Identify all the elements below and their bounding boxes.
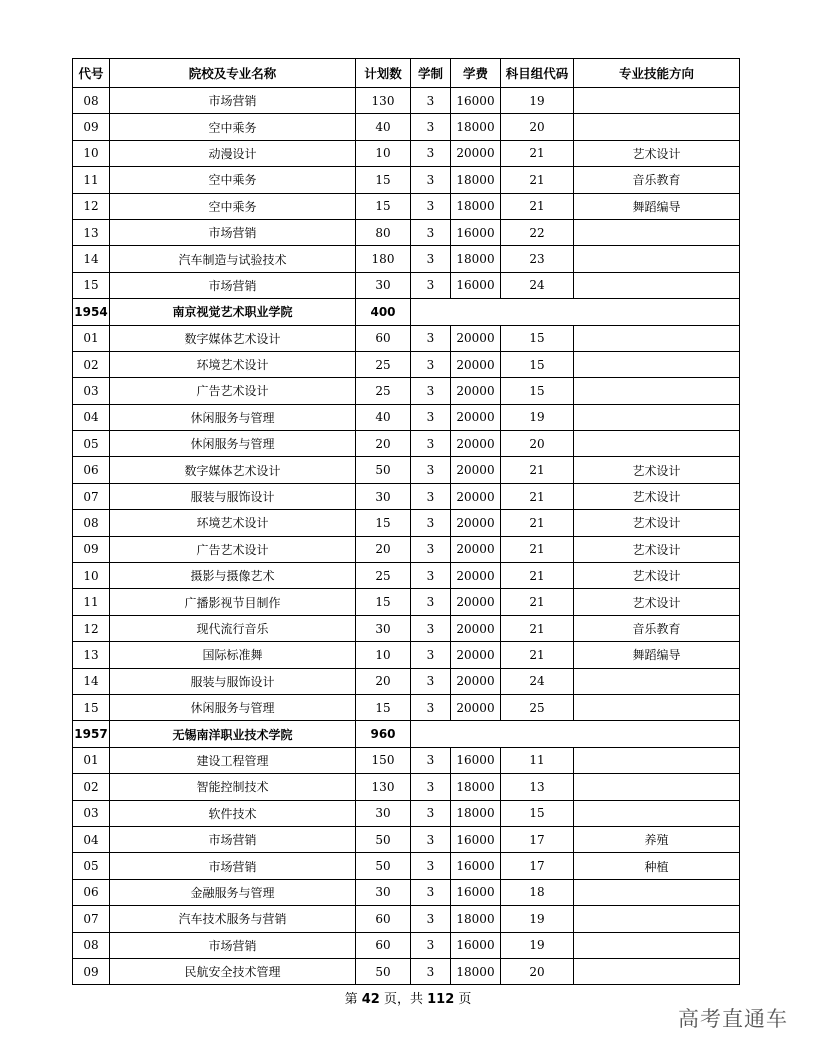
program-code: 13 (73, 642, 110, 668)
program-row (73, 932, 740, 958)
program-name: 环境艺术设计 (110, 510, 356, 536)
program-fee: 18000 (451, 958, 501, 984)
college-plan-total: 400 (356, 299, 411, 325)
program-subject-code: 22 (501, 219, 574, 245)
program-subject-code: 15 (501, 351, 574, 377)
program-skill-direction (574, 431, 740, 457)
program-skill-direction: 艺术设计 (574, 457, 740, 483)
program-code: 07 (73, 906, 110, 932)
program-years: 3 (411, 642, 451, 668)
program-skill-direction: 养殖 (574, 826, 740, 852)
program-fee: 16000 (451, 747, 501, 773)
program-fee: 20000 (451, 378, 501, 404)
program-code: 01 (73, 325, 110, 351)
program-fee: 20000 (451, 536, 501, 562)
program-skill-direction (574, 747, 740, 773)
header-code: 代号 (73, 59, 110, 88)
college-code: 1957 (73, 721, 110, 747)
program-years: 3 (411, 826, 451, 852)
program-years: 3 (411, 272, 451, 298)
program-skill-direction: 舞蹈编导 (574, 193, 740, 219)
program-subject-code: 21 (501, 510, 574, 536)
program-skill-direction: 舞蹈编导 (574, 642, 740, 668)
program-name: 服装与服饰设计 (110, 483, 356, 509)
program-fee: 20000 (451, 351, 501, 377)
program-fee: 20000 (451, 431, 501, 457)
program-skill-direction (574, 351, 740, 377)
program-plan: 60 (356, 325, 411, 351)
program-name: 休闲服务与管理 (110, 694, 356, 720)
program-row (73, 826, 740, 852)
program-skill-direction (574, 114, 740, 140)
program-row (73, 457, 740, 483)
program-row (73, 615, 740, 641)
program-fee: 20000 (451, 668, 501, 694)
program-fee: 16000 (451, 853, 501, 879)
program-years: 3 (411, 589, 451, 615)
program-subject-code: 13 (501, 774, 574, 800)
program-code: 14 (73, 246, 110, 272)
program-skill-direction: 艺术设计 (574, 536, 740, 562)
program-fee: 16000 (451, 88, 501, 114)
program-code: 08 (73, 88, 110, 114)
program-code: 13 (73, 219, 110, 245)
program-plan: 15 (356, 510, 411, 536)
program-fee: 18000 (451, 906, 501, 932)
program-row (73, 958, 740, 984)
program-fee: 18000 (451, 167, 501, 193)
program-subject-code: 17 (501, 826, 574, 852)
program-name: 空中乘务 (110, 114, 356, 140)
program-name: 智能控制技术 (110, 774, 356, 800)
program-fee: 18000 (451, 114, 501, 140)
program-skill-direction (574, 800, 740, 826)
program-name: 市场营销 (110, 826, 356, 852)
header-plan: 计划数 (356, 59, 411, 88)
program-code: 09 (73, 536, 110, 562)
program-name: 市场营销 (110, 932, 356, 958)
program-plan: 15 (356, 167, 411, 193)
footer-middle: 页，共 (379, 992, 428, 1007)
program-plan: 30 (356, 483, 411, 509)
program-plan: 40 (356, 404, 411, 430)
program-subject-code: 20 (501, 958, 574, 984)
program-subject-code: 23 (501, 246, 574, 272)
footer-total-pages: 112 (427, 992, 455, 1007)
program-name: 空中乘务 (110, 193, 356, 219)
program-years: 3 (411, 378, 451, 404)
program-years: 3 (411, 694, 451, 720)
program-skill-direction (574, 404, 740, 430)
program-subject-code: 18 (501, 879, 574, 905)
program-years: 3 (411, 140, 451, 166)
program-plan: 30 (356, 800, 411, 826)
program-plan: 60 (356, 906, 411, 932)
program-years: 3 (411, 351, 451, 377)
program-skill-direction (574, 958, 740, 984)
program-years: 3 (411, 431, 451, 457)
college-name: 无锡南洋职业技术学院 (110, 721, 356, 747)
program-subject-code: 25 (501, 694, 574, 720)
program-plan: 50 (356, 826, 411, 852)
program-name: 建设工程管理 (110, 747, 356, 773)
program-row (73, 140, 740, 166)
program-subject-code: 19 (501, 404, 574, 430)
program-fee: 20000 (451, 483, 501, 509)
program-code: 06 (73, 457, 110, 483)
program-fee: 20000 (451, 563, 501, 589)
program-fee: 16000 (451, 826, 501, 852)
program-subject-code: 21 (501, 536, 574, 562)
college-row (73, 299, 740, 325)
program-row (73, 167, 740, 193)
program-subject-code: 24 (501, 272, 574, 298)
program-subject-code: 21 (501, 563, 574, 589)
program-row (73, 510, 740, 536)
program-plan: 15 (356, 193, 411, 219)
program-code: 03 (73, 800, 110, 826)
college-row-blank (411, 299, 740, 325)
program-code: 12 (73, 193, 110, 219)
program-name: 民航安全技术管理 (110, 958, 356, 984)
program-plan: 60 (356, 932, 411, 958)
program-name: 市场营销 (110, 853, 356, 879)
program-skill-direction (574, 932, 740, 958)
program-subject-code: 17 (501, 853, 574, 879)
program-code: 10 (73, 563, 110, 589)
program-skill-direction (574, 694, 740, 720)
program-name: 市场营销 (110, 88, 356, 114)
program-name: 市场营销 (110, 272, 356, 298)
program-code: 02 (73, 774, 110, 800)
program-name: 服装与服饰设计 (110, 668, 356, 694)
program-fee: 20000 (451, 325, 501, 351)
program-fee: 16000 (451, 219, 501, 245)
program-skill-direction: 音乐教育 (574, 615, 740, 641)
program-code: 15 (73, 694, 110, 720)
program-plan: 25 (356, 378, 411, 404)
program-skill-direction: 艺术设计 (574, 483, 740, 509)
table-body (73, 88, 740, 985)
program-row (73, 747, 740, 773)
program-subject-code: 11 (501, 747, 574, 773)
header-fee: 学费 (451, 59, 501, 88)
program-years: 3 (411, 536, 451, 562)
program-subject-code: 15 (501, 325, 574, 351)
footer-prefix: 第 (344, 992, 362, 1007)
program-fee: 16000 (451, 272, 501, 298)
program-years: 3 (411, 853, 451, 879)
program-skill-direction (574, 774, 740, 800)
program-years: 3 (411, 246, 451, 272)
program-plan: 15 (356, 589, 411, 615)
program-name: 数字媒体艺术设计 (110, 325, 356, 351)
program-skill-direction (574, 378, 740, 404)
program-code: 09 (73, 114, 110, 140)
program-subject-code: 21 (501, 457, 574, 483)
program-name: 动漫设计 (110, 140, 356, 166)
program-subject-code: 20 (501, 114, 574, 140)
program-fee: 16000 (451, 932, 501, 958)
program-row (73, 800, 740, 826)
program-fee: 18000 (451, 193, 501, 219)
program-years: 3 (411, 958, 451, 984)
program-skill-direction (574, 879, 740, 905)
program-name: 广告艺术设计 (110, 378, 356, 404)
program-subject-code: 21 (501, 193, 574, 219)
program-years: 3 (411, 88, 451, 114)
program-skill-direction (574, 325, 740, 351)
header-years: 学制 (411, 59, 451, 88)
program-subject-code: 21 (501, 140, 574, 166)
program-row (73, 88, 740, 114)
enrollment-plan-table (72, 58, 740, 985)
program-skill-direction (574, 272, 740, 298)
watermark: 高考直通车 (678, 1007, 788, 1031)
program-subject-code: 15 (501, 800, 574, 826)
program-years: 3 (411, 404, 451, 430)
program-years: 3 (411, 114, 451, 140)
program-row (73, 378, 740, 404)
program-years: 3 (411, 325, 451, 351)
program-name: 广告艺术设计 (110, 536, 356, 562)
program-plan: 150 (356, 747, 411, 773)
program-row (73, 272, 740, 298)
program-plan: 50 (356, 958, 411, 984)
program-plan: 10 (356, 642, 411, 668)
program-subject-code: 19 (501, 906, 574, 932)
program-code: 11 (73, 589, 110, 615)
college-plan-total: 960 (356, 721, 411, 747)
program-fee: 20000 (451, 140, 501, 166)
program-fee: 20000 (451, 615, 501, 641)
footer-suffix: 页 (454, 992, 472, 1007)
program-plan: 20 (356, 536, 411, 562)
program-skill-direction: 艺术设计 (574, 563, 740, 589)
college-row (73, 721, 740, 747)
program-fee: 16000 (451, 879, 501, 905)
program-row (73, 563, 740, 589)
program-skill-direction: 艺术设计 (574, 140, 740, 166)
program-subject-code: 24 (501, 668, 574, 694)
college-name: 南京视觉艺术职业学院 (110, 299, 356, 325)
program-plan: 130 (356, 88, 411, 114)
program-subject-code: 21 (501, 483, 574, 509)
program-name: 摄影与摄像艺术 (110, 563, 356, 589)
program-plan: 80 (356, 219, 411, 245)
program-plan: 180 (356, 246, 411, 272)
program-plan: 10 (356, 140, 411, 166)
program-years: 3 (411, 457, 451, 483)
program-years: 3 (411, 167, 451, 193)
program-name: 金融服务与管理 (110, 879, 356, 905)
program-years: 3 (411, 932, 451, 958)
program-fee: 20000 (451, 404, 501, 430)
program-fee: 20000 (451, 589, 501, 615)
program-subject-code: 21 (501, 589, 574, 615)
program-years: 3 (411, 774, 451, 800)
header-subject-code: 科目组代码 (501, 59, 574, 88)
program-plan: 25 (356, 563, 411, 589)
program-code: 11 (73, 167, 110, 193)
program-skill-direction: 艺术设计 (574, 589, 740, 615)
program-fee: 18000 (451, 800, 501, 826)
program-skill-direction: 种植 (574, 853, 740, 879)
program-code: 04 (73, 826, 110, 852)
program-code: 15 (73, 272, 110, 298)
program-name: 空中乘务 (110, 167, 356, 193)
program-fee: 20000 (451, 510, 501, 536)
program-subject-code: 21 (501, 642, 574, 668)
college-row-blank (411, 721, 740, 747)
program-row (73, 879, 740, 905)
program-name: 休闲服务与管理 (110, 431, 356, 457)
program-code: 02 (73, 351, 110, 377)
program-years: 3 (411, 800, 451, 826)
program-plan: 25 (356, 351, 411, 377)
program-plan: 20 (356, 668, 411, 694)
program-row (73, 774, 740, 800)
program-name: 数字媒体艺术设计 (110, 457, 356, 483)
program-skill-direction (574, 246, 740, 272)
program-subject-code: 20 (501, 431, 574, 457)
program-name: 国际标准舞 (110, 642, 356, 668)
program-row (73, 853, 740, 879)
program-plan: 40 (356, 114, 411, 140)
program-plan: 15 (356, 694, 411, 720)
header-name: 院校及专业名称 (110, 59, 356, 88)
program-plan: 50 (356, 457, 411, 483)
program-subject-code: 19 (501, 88, 574, 114)
program-fee: 18000 (451, 246, 501, 272)
program-code: 12 (73, 615, 110, 641)
program-row (73, 431, 740, 457)
program-skill-direction (574, 906, 740, 932)
program-code: 06 (73, 879, 110, 905)
program-name: 休闲服务与管理 (110, 404, 356, 430)
header-skill-direction: 专业技能方向 (574, 59, 740, 88)
program-code: 10 (73, 140, 110, 166)
program-skill-direction: 音乐教育 (574, 167, 740, 193)
program-years: 3 (411, 879, 451, 905)
program-row (73, 483, 740, 509)
program-years: 3 (411, 483, 451, 509)
program-name: 汽车制造与试验技术 (110, 246, 356, 272)
program-name: 现代流行音乐 (110, 615, 356, 641)
program-row (73, 906, 740, 932)
program-years: 3 (411, 563, 451, 589)
program-skill-direction: 艺术设计 (574, 510, 740, 536)
program-plan: 130 (356, 774, 411, 800)
program-row (73, 668, 740, 694)
table-header-row (73, 59, 740, 88)
program-name: 广播影视节目制作 (110, 589, 356, 615)
program-code: 03 (73, 378, 110, 404)
program-plan: 30 (356, 879, 411, 905)
program-years: 3 (411, 615, 451, 641)
program-name: 环境艺术设计 (110, 351, 356, 377)
program-row (73, 404, 740, 430)
program-row (73, 325, 740, 351)
program-code: 08 (73, 510, 110, 536)
program-row (73, 536, 740, 562)
program-years: 3 (411, 747, 451, 773)
program-name: 汽车技术服务与营销 (110, 906, 356, 932)
program-years: 3 (411, 510, 451, 536)
program-name: 市场营销 (110, 219, 356, 245)
program-code: 08 (73, 932, 110, 958)
program-code: 04 (73, 404, 110, 430)
program-years: 3 (411, 193, 451, 219)
program-row (73, 351, 740, 377)
program-code: 05 (73, 853, 110, 879)
program-row (73, 114, 740, 140)
program-years: 3 (411, 668, 451, 694)
program-name: 软件技术 (110, 800, 356, 826)
program-subject-code: 19 (501, 932, 574, 958)
program-code: 07 (73, 483, 110, 509)
program-plan: 50 (356, 853, 411, 879)
program-plan: 30 (356, 272, 411, 298)
program-skill-direction (574, 88, 740, 114)
program-row (73, 219, 740, 245)
program-subject-code: 21 (501, 615, 574, 641)
program-code: 05 (73, 431, 110, 457)
footer-page-number: 42 (361, 992, 380, 1007)
program-row (73, 193, 740, 219)
program-plan: 30 (356, 615, 411, 641)
program-fee: 18000 (451, 774, 501, 800)
program-code: 14 (73, 668, 110, 694)
program-fee: 20000 (451, 642, 501, 668)
program-years: 3 (411, 219, 451, 245)
program-subject-code: 21 (501, 167, 574, 193)
program-code: 01 (73, 747, 110, 773)
program-fee: 20000 (451, 457, 501, 483)
program-row (73, 589, 740, 615)
program-fee: 20000 (451, 694, 501, 720)
program-skill-direction (574, 668, 740, 694)
college-code: 1954 (73, 299, 110, 325)
program-plan: 20 (356, 431, 411, 457)
program-code: 09 (73, 958, 110, 984)
program-row (73, 642, 740, 668)
program-row (73, 694, 740, 720)
program-subject-code: 15 (501, 378, 574, 404)
program-row (73, 246, 740, 272)
program-skill-direction (574, 219, 740, 245)
program-years: 3 (411, 906, 451, 932)
